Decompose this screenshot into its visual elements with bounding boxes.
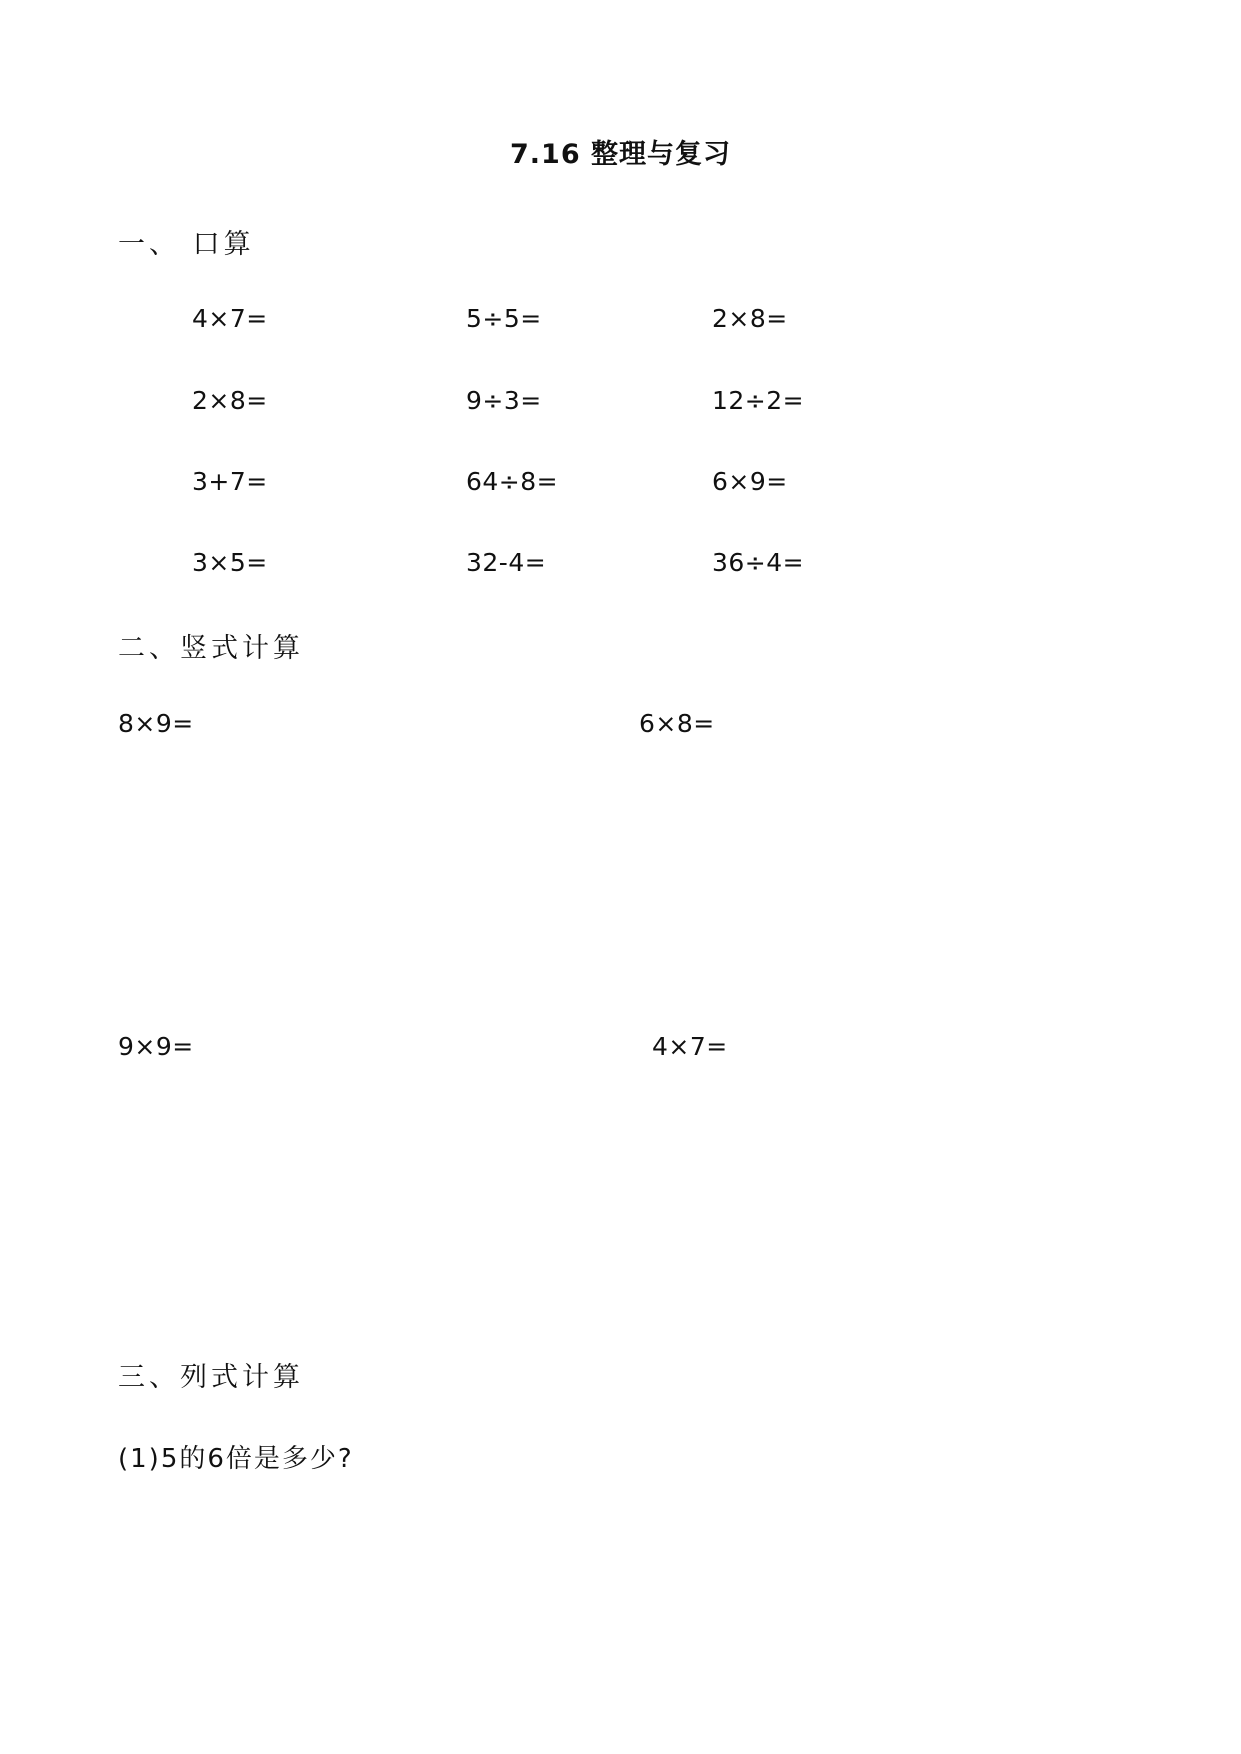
vertical-item: 4×7= bbox=[652, 1032, 728, 1061]
oral-item: 64÷8= bbox=[466, 467, 559, 496]
page-title: 7.16 整理与复习 bbox=[509, 139, 732, 170]
oral-item: 2×8= bbox=[712, 304, 788, 333]
vertical-item: 8×9= bbox=[118, 709, 194, 738]
oral-item: 32-4= bbox=[466, 548, 547, 577]
oral-item: 3×5= bbox=[192, 548, 268, 577]
oral-item: 6×9= bbox=[712, 467, 788, 496]
section-heading-vertical: 二、竖式计算 bbox=[118, 633, 304, 664]
vertical-item: 6×8= bbox=[639, 709, 715, 738]
oral-item: 4×7= bbox=[192, 304, 268, 333]
vertical-item: 9×9= bbox=[118, 1032, 194, 1061]
oral-item: 36÷4= bbox=[712, 548, 805, 577]
oral-item: 3+7= bbox=[192, 467, 268, 496]
oral-item: 5÷5= bbox=[466, 304, 542, 333]
section-heading-word: 三、列式计算 bbox=[118, 1362, 304, 1393]
section-heading-oral: 一、 口算 bbox=[118, 229, 255, 260]
oral-item: 9÷3= bbox=[466, 386, 542, 415]
word-question: (1)5的6倍是多少? bbox=[118, 1444, 354, 1474]
oral-item: 12÷2= bbox=[712, 386, 805, 415]
oral-item: 2×8= bbox=[192, 386, 268, 415]
